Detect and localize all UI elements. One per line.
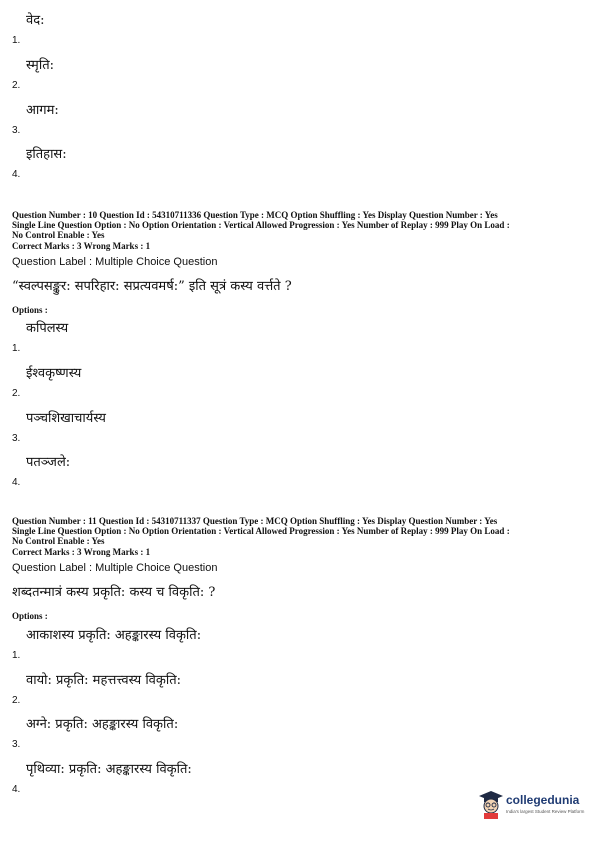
question-11-meta [12,516,584,557]
q11-option-2[interactable] [12,670,572,706]
question-10-text: “स्वल्पसङ्कुर: सपरिहार: सप्रत्यवमर्ष:” इति सूत्रं कस्य वर्त्तते ? [12,279,292,294]
logo-wordmark: collegedunia [506,793,580,807]
q10-option-1[interactable] [12,318,572,354]
option-text: पृथिव्या: प्रकृति: अहङ्कारस्य विकृति: [26,762,192,777]
meta-line-1: Question Number : 10 Question Id : 54310711336 Question Type : MCQ Option Shuffling : Yes Display Question Number : Yes [12,210,498,220]
option-number: 3. [12,433,21,444]
option-text: पञ्चशिखाचार्यस्य [26,411,106,426]
option-number: 4. [12,477,21,488]
option-number: 3. [12,125,21,136]
option-text: इतिहास: [26,147,67,162]
option-number: 4. [12,784,21,795]
option-text: पतञ्जले: [26,455,71,470]
option-number: 2. [12,80,21,91]
marks-line: Correct Marks : 3 Wrong Marks : 1 [12,241,151,251]
option-text: आकाशस्य प्रकृति: अहङ्कारस्य विकृति: [26,628,202,643]
option-number: 1. [12,35,21,46]
prev-option-3 [12,100,572,136]
q10-option-3[interactable] [12,408,572,444]
option-text: वेद: [26,13,45,28]
q11-option-1[interactable] [12,625,572,661]
q10-option-2[interactable] [12,363,572,399]
question-10-meta [12,210,584,251]
q11-option-3[interactable] [12,714,572,750]
option-number: 1. [12,650,21,661]
logo-tagline: India's largest Student Review Platform [506,809,585,814]
option-number: 2. [12,388,21,399]
meta-line-1: Question Number : 11 Question Id : 54310711337 Question Type : MCQ Option Shuffling : Yes Display Question Number : Yes [12,516,498,526]
question-10-label: Question Label : Multiple Choice Question [12,256,218,268]
meta-line-3: No Control Enable : Yes [12,536,105,546]
option-number: 1. [12,343,21,354]
marks-line: Correct Marks : 3 Wrong Marks : 1 [12,547,151,557]
option-text: कपिलस्य [26,321,69,336]
meta-line-2: Single Line Question Option : No Option Orientation : Vertical Allowed Progression : Yes Number of Replay : 999 Play On Load : [12,526,510,536]
option-text: आगम: [26,103,59,118]
meta-line-2: Single Line Question Option : No Option Orientation : Vertical Allowed Progression : Yes Number of Replay : 999 Play On Load : [12,220,510,230]
q10-option-4[interactable] [12,452,572,488]
option-text: स्मृति: [26,58,54,73]
graduate-mascot-icon [478,789,504,819]
meta-line-3: No Control Enable : Yes [12,230,105,240]
prev-option-1 [12,10,572,46]
question-10-options-title: Options : [12,305,48,315]
option-number: 3. [12,739,21,750]
prev-option-2 [12,55,572,91]
option-text: ईश्वकृष्णस्य [26,366,82,381]
question-11-options-title: Options : [12,611,48,621]
question-11-label: Question Label : Multiple Choice Question [12,562,218,574]
option-number: 2. [12,695,21,706]
question-11-text: शब्दतन्मात्रं कस्य प्रकृति: कस्य च विकृति: ? [12,585,216,600]
collegedunia-logo [478,789,588,823]
option-number: 4. [12,169,21,180]
option-text: अग्ने: प्रकृति: अहङ्कारस्य विकृति: [26,717,179,732]
option-text: वायो: प्रकृति: महत्तत्त्वस्य विकृति: [26,673,182,688]
prev-option-4 [12,144,572,180]
